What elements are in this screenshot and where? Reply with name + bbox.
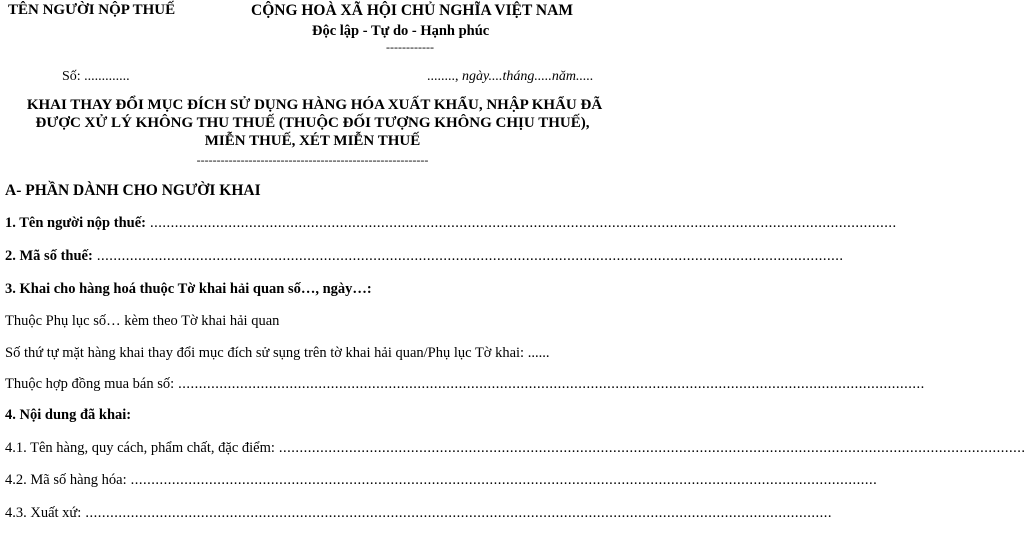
tax-code-input[interactable]: ..................................................................................................................................................................................... bbox=[96, 248, 844, 264]
origin-field[interactable] bbox=[5, 505, 832, 522]
national-title-text: CỘNG HOÀ XÃ HỘI CHỦ NGHĨA VIỆT NAM bbox=[251, 2, 573, 19]
goods-description-input[interactable]: ..................................................................................................................................................................................... bbox=[278, 440, 1026, 456]
declared-content-heading-text: 4. Nội dung đã khai: bbox=[5, 407, 132, 423]
title-line3-text: MIỄN THUẾ, XÉT MIỄN THUẾ bbox=[204, 133, 421, 149]
customs-declaration-heading bbox=[5, 281, 372, 298]
motto-text: Độc lập - Tự do - Hạnh phúc bbox=[312, 23, 490, 39]
document-date bbox=[427, 69, 593, 85]
hs-code-label: 4.2. Mã số hàng hóa: bbox=[5, 472, 127, 488]
motto-rule bbox=[386, 40, 434, 55]
date-prefix: ........, bbox=[427, 69, 462, 84]
title-rule bbox=[0, 153, 625, 168]
taxpayer-name-heading bbox=[8, 2, 175, 19]
taxpayer-name-label: 1. Tên người nộp thuế: bbox=[5, 215, 146, 231]
goods-description-field[interactable] bbox=[5, 440, 1026, 457]
hs-code-input[interactable]: ..................................................................................................................................................................................... bbox=[130, 472, 878, 488]
document-number bbox=[62, 69, 130, 85]
contract-input[interactable]: ..................................................................................................................................................................................... bbox=[178, 376, 925, 392]
customs-declaration-heading-text: 3. Khai cho hàng hoá thuộc Tờ khai hải quan số…, ngày…: bbox=[5, 281, 372, 297]
contract-label: Thuộc hợp đồng mua bán số: bbox=[5, 376, 175, 392]
title-line1-text: KHAI THAY ĐỔI MỤC ĐÍCH SỬ DỤNG HÀNG HÓA XUẤT KHẨU, NHẬP KHẨU ĐÃ bbox=[26, 97, 603, 113]
taxpayer-name-field[interactable] bbox=[5, 215, 897, 232]
date-suffix: ngày....tháng.....năm..... bbox=[462, 69, 594, 84]
document-number-text: Số: ............. bbox=[62, 69, 130, 84]
appendix-line bbox=[5, 313, 279, 330]
title-line2-text: ĐƯỢC XỬ LÝ KHÔNG THU THUẾ (THUỘC ĐỐI TƯỢNG KHÔNG CHỊU THUẾ), bbox=[35, 115, 590, 131]
title-rule-text: ---------------------------------------------------------- bbox=[196, 153, 429, 167]
item-order-line[interactable] bbox=[5, 345, 549, 362]
tax-code-field[interactable] bbox=[5, 248, 844, 265]
contract-field[interactable] bbox=[5, 376, 925, 393]
goods-description-label: 4.1. Tên hàng, quy cách, phẩm chất, đặc điểm: bbox=[5, 440, 275, 456]
motto-rule-text: ------------ bbox=[386, 40, 434, 54]
hs-code-field[interactable] bbox=[5, 472, 878, 489]
origin-input[interactable]: ..................................................................................................................................................................................... bbox=[85, 505, 832, 521]
section-a-heading-text: A- PHẦN DÀNH CHO NGƯỜI KHAI bbox=[5, 182, 261, 199]
national-title bbox=[251, 2, 573, 20]
tax-code-label: 2. Mã số thuế: bbox=[5, 248, 93, 264]
item-order-input[interactable]: ...... bbox=[527, 345, 550, 361]
taxpayer-name-text: TÊN NGƯỜI NỘP THUẾ bbox=[8, 2, 176, 18]
appendix-line-text: Thuộc Phụ lục số… kèm theo Tờ khai hải quan bbox=[5, 313, 280, 329]
motto bbox=[312, 23, 489, 40]
origin-label: 4.3. Xuất xứ: bbox=[5, 505, 82, 521]
document-title-line1 bbox=[4, 97, 625, 114]
document-title-line2 bbox=[0, 115, 625, 132]
item-order-label: Số thứ tự mặt hàng khai thay đổi mục đích sử sụng trên tờ khai hải quan/Phụ lục Tờ khai: bbox=[5, 345, 525, 361]
document-title-line3 bbox=[0, 133, 625, 150]
taxpayer-name-input[interactable]: ..................................................................................................................................................................................... bbox=[149, 215, 897, 231]
section-a-heading bbox=[5, 182, 261, 200]
declared-content-heading bbox=[5, 407, 131, 424]
